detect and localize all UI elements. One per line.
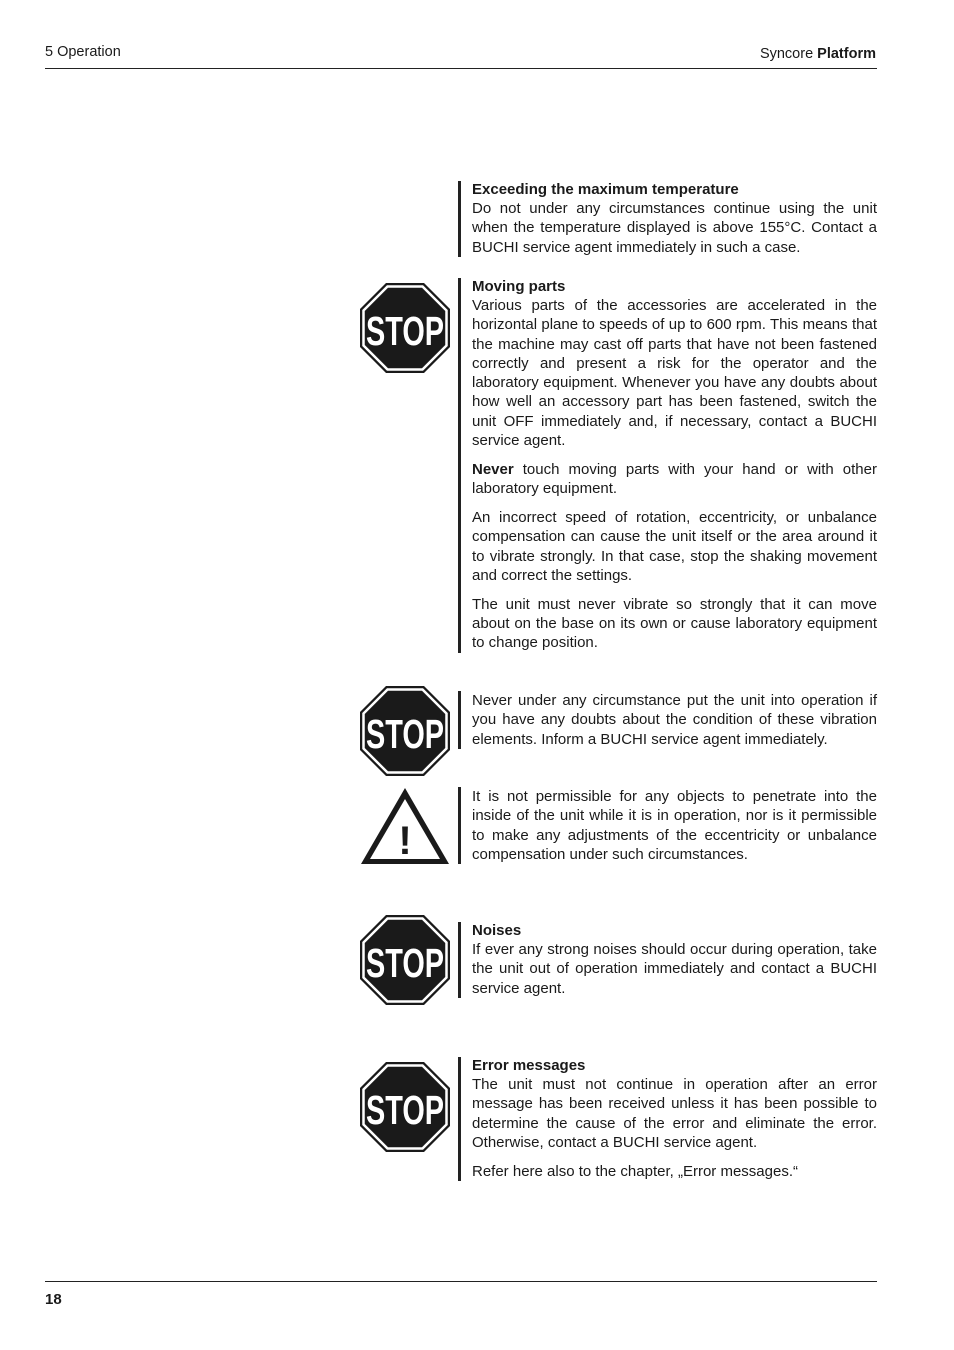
max-temperature-title: Exceeding the maximum temperature: [472, 181, 739, 198]
stop-sign-text: STOP: [366, 940, 444, 986]
noises-title: Noises: [472, 922, 522, 939]
moving-parts-text-1: Various parts of the accessories are accelerated in the horizontal plane to speeds of up to 600 rpm. This means that the machine may cast off parts that have not been fastened correctly and present a risk for the operator and the laboratory equipment. Whenever you have any doubts about how well an accessory part has been fastened, switch the unit OFF immediately and, if necessary, contact a BUCHI service agent.: [472, 297, 877, 450]
max-temperature-text: Do not under any circumstances continue using the unit when the temperature displayed is above 155°C. Contact a BUCHI service agent immediately in such a case.: [472, 200, 877, 256]
warning-triangle-icon: [359, 786, 451, 866]
header-rule: [45, 68, 877, 69]
product-name: [760, 46, 876, 62]
moving-parts-text-4: The unit must never vibrate so strongly that it can move about on the base on its own or cause laboratory equipment to change position.: [472, 595, 877, 652]
stop-sign-text: STOP: [366, 308, 444, 354]
error-messages-text-2: Refer here also to the chapter, „Error messages.“: [472, 1162, 798, 1180]
moving-parts-text-3: An incorrect speed of rotation, eccentricity, or unbalance compensation can cause the unit itself or the area around it to vibrate strongly. In that case, stop the shaking movement and correct the settings.: [472, 508, 877, 584]
noises-block: [458, 922, 877, 998]
objects-block: [458, 787, 877, 864]
stop-sign-icon: [359, 1061, 451, 1153]
error-messages-text-1: The unit must not continue in operation after an error message has been received unless it has been possible to determine the cause of the error and eliminate the error. Otherwise, contact a BUCHI service agent.: [472, 1076, 877, 1151]
product-name-bold: Platform: [817, 46, 876, 62]
moving-parts-title: Moving parts: [472, 278, 566, 295]
error-messages-block: [458, 1057, 877, 1181]
vibration-elements-block: [458, 691, 877, 749]
error-messages-title: Error messages: [472, 1057, 586, 1074]
never-emphasis: Never: [472, 460, 514, 478]
stop-sign-text: STOP: [366, 1087, 444, 1133]
footer-rule: [45, 1281, 877, 1282]
warning-exclamation: !: [398, 819, 412, 863]
vibration-elements-text: Never under any circumstance put the unit into operation if you have any doubts about the condition of these vibration elements. Inform a BUCHI service agent immediately.: [472, 692, 877, 748]
noises-text: If ever any strong noises should occur during operation, take the unit out of operation immediately and contact a BUCHI service agent.: [472, 941, 877, 997]
moving-parts-block: [458, 278, 877, 653]
objects-text: It is not permissible for any objects to penetrate into the inside of the unit while it is in operation, nor is it permissible to make any adjustments of the eccentricity or unbalance compensation under such circumstances.: [472, 788, 877, 863]
stop-sign-text: STOP: [366, 711, 444, 757]
stop-sign-icon: [359, 914, 451, 1006]
moving-parts-text-2: [472, 460, 877, 499]
product-name-light: Syncore: [759, 46, 814, 62]
stop-sign-icon: [359, 282, 451, 374]
max-temperature-block: [458, 181, 877, 257]
section-label: 5 Operation: [45, 44, 121, 60]
page-number: 18: [45, 1291, 62, 1308]
stop-sign-icon: [359, 685, 451, 777]
moving-parts-text-2-rest: touch moving parts with your hand or with other laboratory equipment.: [472, 460, 877, 498]
